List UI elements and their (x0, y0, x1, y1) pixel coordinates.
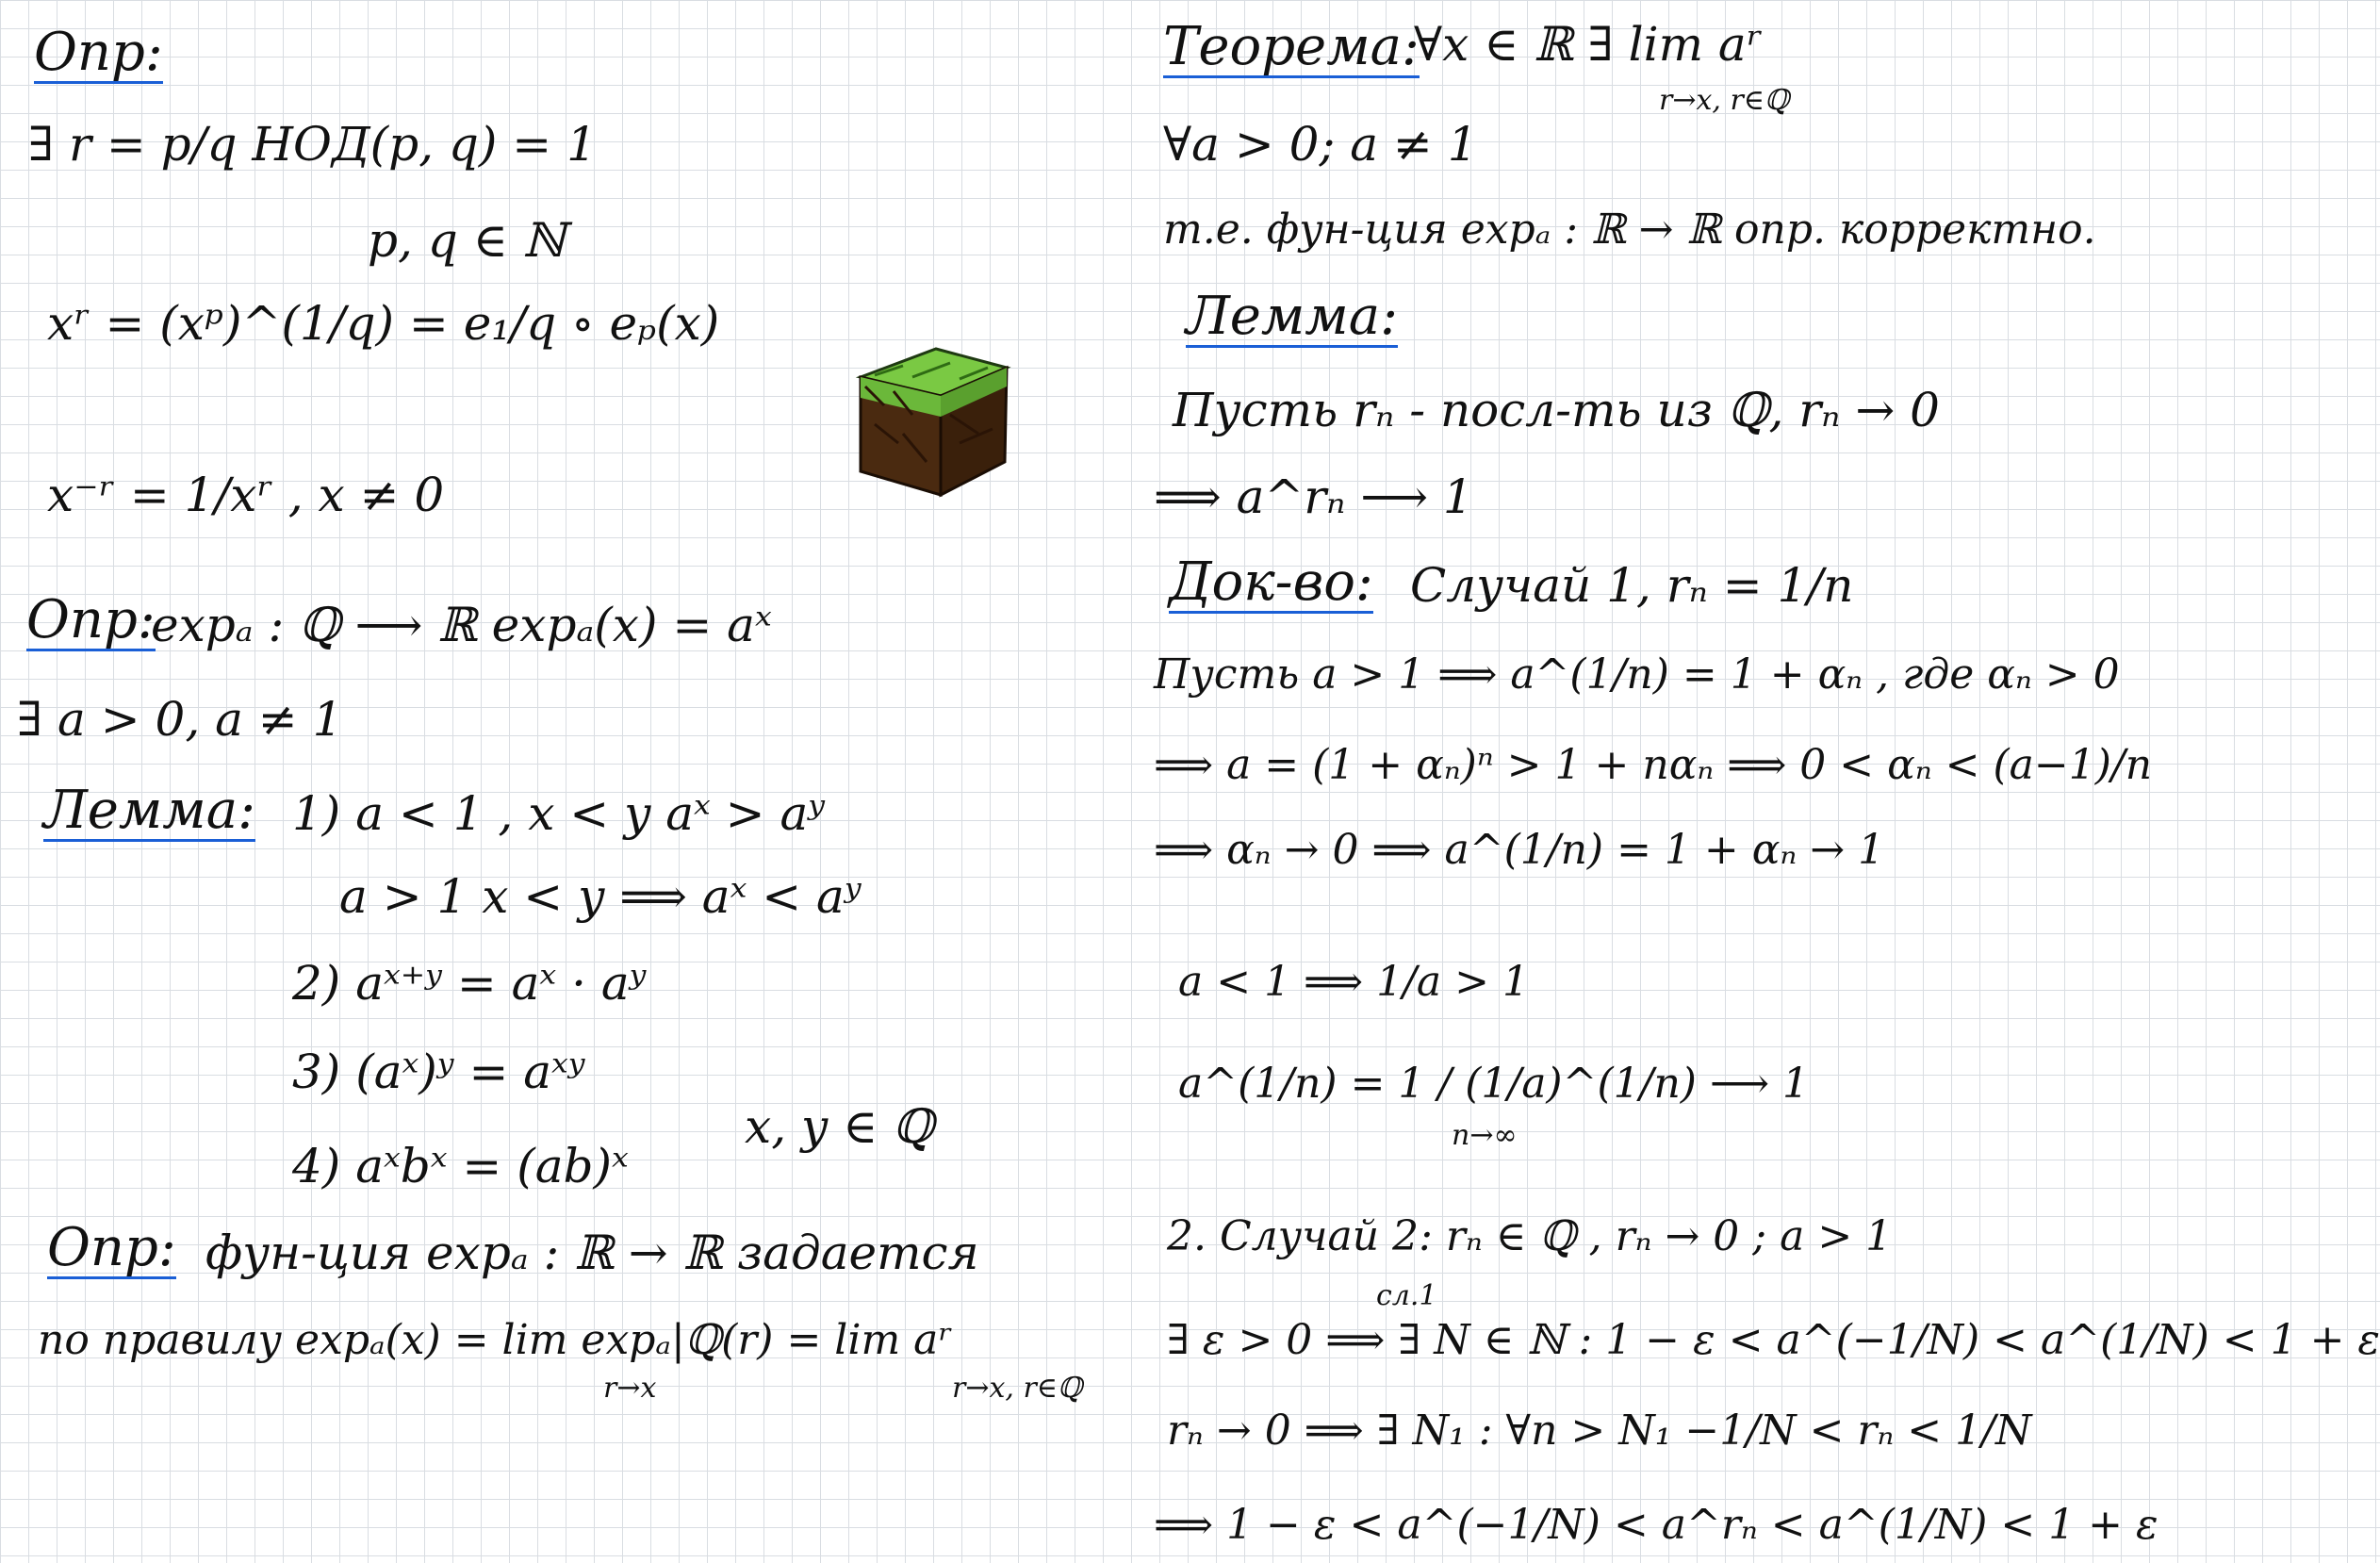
definition-3-limit-subscript-left: r→x (603, 1372, 657, 1405)
definition-1-line-4: x⁻ʳ = 1/xʳ , x ≠ 0 (47, 468, 445, 522)
lemma-item-2: 2) aˣ⁺ʸ = aˣ · aʸ (292, 956, 647, 1011)
theorem-heading: Теорема: (1163, 16, 1420, 77)
proof-case-1: Случай 1, rₙ = 1/n (1410, 558, 1854, 613)
lemma-domain-note: x, y ∈ ℚ (745, 1099, 934, 1154)
definition-1-line-2: p, q ∈ ℕ (368, 213, 566, 268)
proof-line-3: ⟹ αₙ → 0 ⟹ a^(1/n) = 1 + αₙ → 1 (1154, 826, 1885, 874)
definition-1-line-1: ∃ r = p/q НОД(p, q) = 1 (28, 117, 597, 172)
definition-3-limit-subscript-right: r→x, r∈ℚ (952, 1372, 1083, 1405)
theorem-line-3: т.е. фун-ция expₐ : ℝ → ℝ опр. корректно. (1163, 206, 2096, 254)
theorem-line-1: ∀x ∈ ℝ ∃ lim aʳ (1414, 17, 1764, 72)
definition-2-line-2: ∃ a > 0, a ≠ 1 (17, 692, 343, 747)
proof-line-5: a^(1/n) = 1 / (1/a)^(1/n) ⟶ 1 (1178, 1060, 1810, 1108)
lemma-item-3: 3) (aˣ)ʸ = aˣʸ (292, 1045, 585, 1099)
proof-line-2: ⟹ a = (1 + αₙ)ⁿ > 1 + nαₙ ⟹ 0 < αₙ < (a−1)/n (1154, 741, 2153, 789)
definition-2-line-1: expₐ : ℚ ⟶ ℝ expₐ(x) = aˣ (151, 598, 772, 652)
definition-1-heading: Опр: (34, 22, 163, 83)
case-2-line-3: rₙ → 0 ⟹ ∃ N₁ : ∀n > N₁ −1/N < rₙ < 1/N (1167, 1407, 2032, 1455)
lemma-item-4: 4) aˣbˣ = (ab)ˣ (292, 1139, 629, 1193)
proof-line-5-limit-subscript: n→∞ (1452, 1119, 1518, 1152)
lemma-2-heading: Лемма: (1186, 286, 1398, 347)
case-2-line-1: 2. Случай 2: rₙ ∈ ℚ , rₙ → 0 ; a > 1 (1167, 1212, 1893, 1260)
definition-3-line-2: по правилу expₐ(x) = lim expₐ|ℚ(r) = lim aʳ (38, 1316, 953, 1364)
case-2-line-2: ∃ ε > 0 ⟹ ∃ N ∈ ℕ : 1 − ε < a^(−1/N) < a^(1/N) < 1 + ε (1167, 1316, 2380, 1364)
case-2-line-4: ⟹ 1 − ε < a^(−1/N) < a^rₙ < a^(1/N) < 1 + ε (1154, 1501, 2158, 1549)
theorem-line-2: ∀a > 0; a ≠ 1 (1163, 117, 1478, 172)
minecraft-grass-block-icon (846, 339, 1016, 509)
proof-line-1: Пусть a > 1 ⟹ a^(1/n) = 1 + αₙ , где αₙ > 0 (1154, 650, 2120, 699)
lemma-heading: Лемма: (43, 780, 255, 841)
theorem-limit-subscript: r→x, r∈ℚ (1659, 84, 1790, 117)
proof-heading: Док-во: (1169, 551, 1373, 613)
definition-3-line-1: фун-ция expₐ : ℝ → ℝ задается (205, 1226, 979, 1280)
case-2-annotation: сл.1 (1376, 1279, 1437, 1312)
definition-2-heading: Опр: (26, 589, 156, 650)
proof-line-4: a < 1 ⟹ 1/a > 1 (1178, 958, 1530, 1006)
lemma-2-line-2: ⟹ a^rₙ ⟶ 1 (1154, 469, 1473, 524)
lemma-2-line-1: Пусть rₙ - посл-ть из ℚ, rₙ → 0 (1173, 383, 1940, 437)
lemma-item-1a: 1) a < 1 , x < y aˣ > aʸ (292, 786, 826, 841)
lemma-item-1b: a > 1 x < y ⟹ aˣ < aʸ (339, 869, 862, 924)
definition-3-heading: Опр: (47, 1217, 176, 1278)
definition-1-line-3: xʳ = (xᵖ)^(1/q) = e₁/q ∘ eₚ(x) (47, 296, 720, 351)
